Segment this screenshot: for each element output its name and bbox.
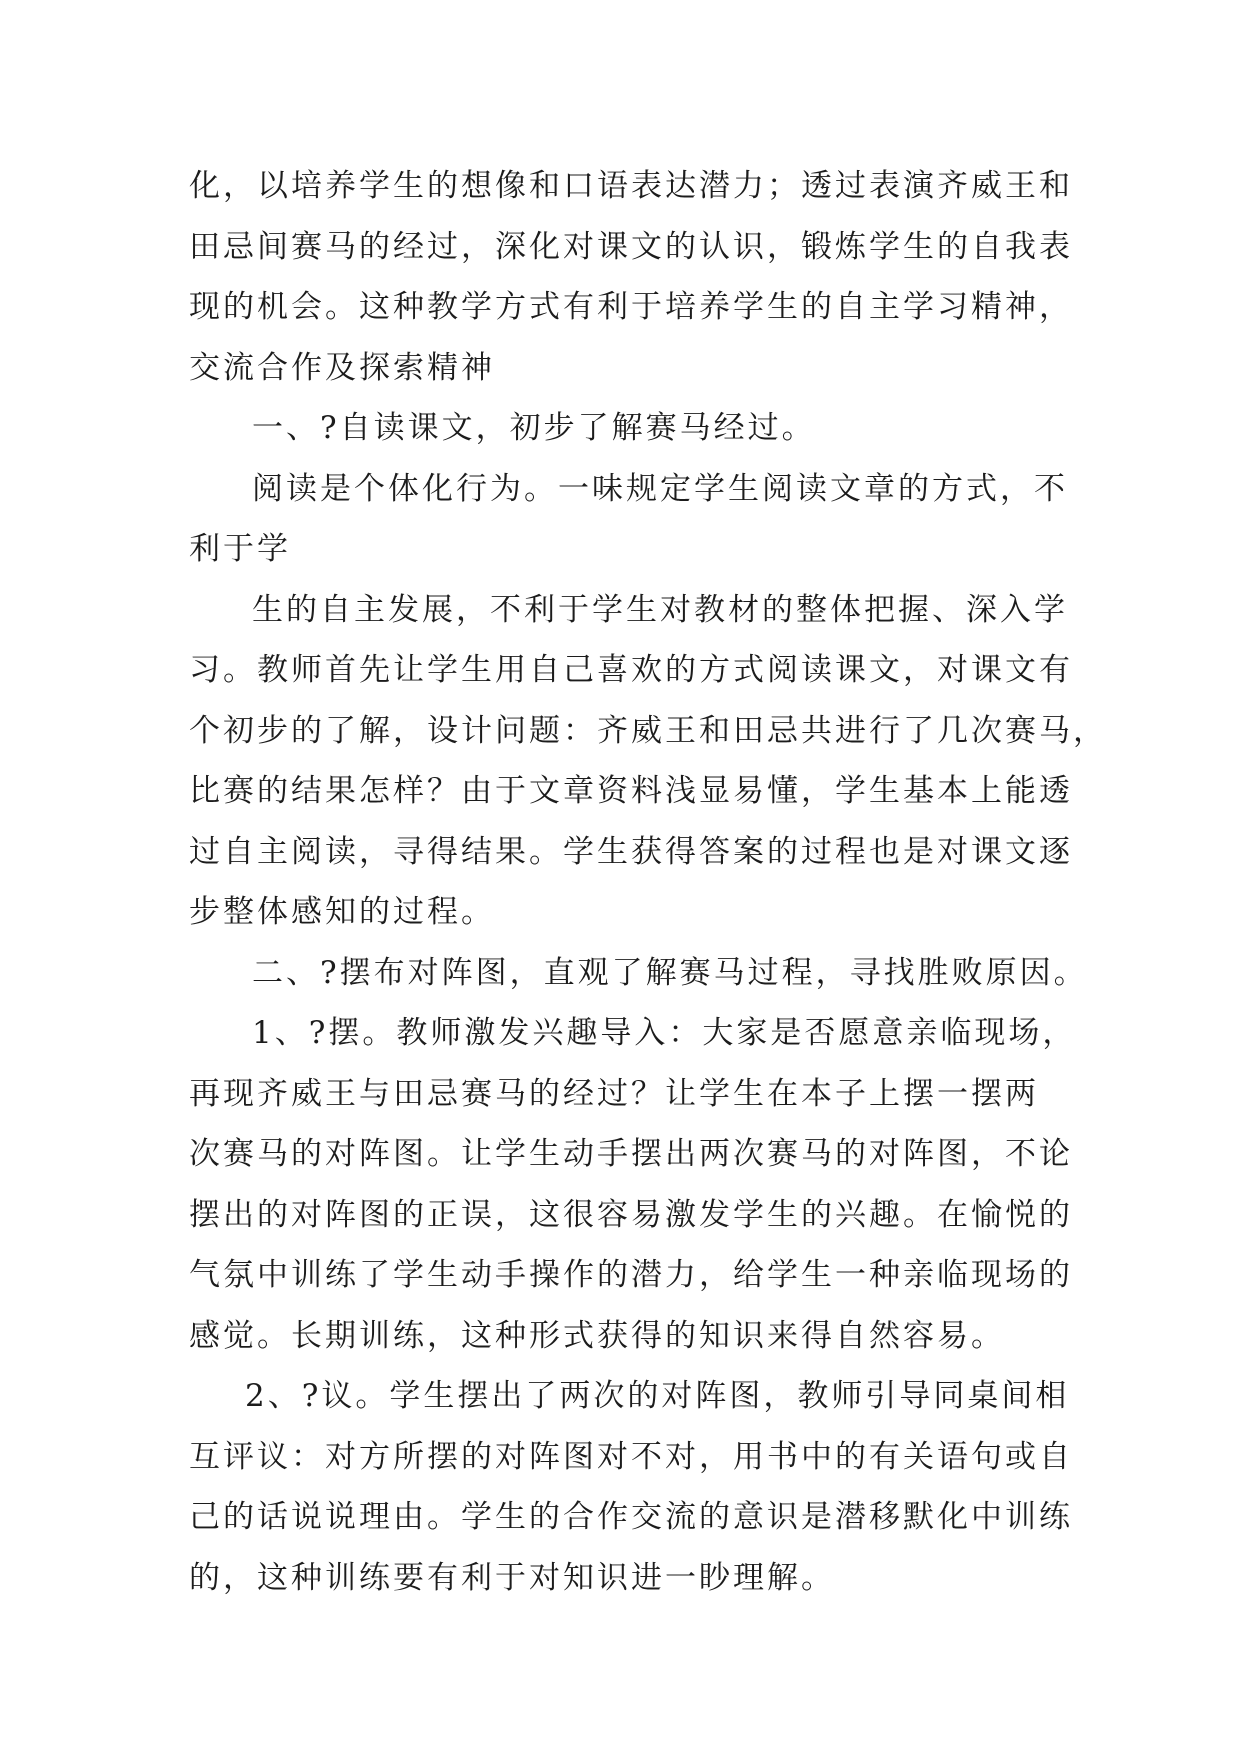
text-line: 阅读是个体化行为。一味规定学生阅读文章的方式，不 — [252, 470, 1068, 507]
text-line: 个初步的了解，设计问题：齐威王和田忌共进行了几次赛马， — [189, 712, 1107, 749]
text-line: 气氛中训练了学生动手操作的潜力，给学生一种亲临现场的 — [189, 1257, 1073, 1293]
text-line: 1、?摆。教师激发兴趣导入：大家是否愿意亲临现场， — [252, 1015, 1077, 1051]
text-line: 化，以培养学生的想像和口语表达潜力；透过表演齐威王和 — [189, 168, 1073, 204]
text-line: 田忌间赛马的经过，深化对课文的认识，锻炼学生的自我表 — [189, 228, 1073, 265]
text-line: 摆出的对阵图的正误，这很容易激发学生的兴趣。在愉悦的 — [189, 1196, 1073, 1233]
text-line: 己的话说说理由。学生的合作交流的意识是潜移默化中训练 — [189, 1499, 1073, 1535]
text-line: 步整体感知的过程。 — [189, 894, 495, 930]
text-line: 次赛马的对阵图。让学生动手摆出两次赛马的对阵图，不论 — [189, 1136, 1073, 1172]
text-line: 交流合作及探索精神 — [189, 349, 495, 386]
text-line: 习。教师首先让学生用自己喜欢的方式阅读课文，对课文有 — [189, 652, 1073, 688]
section-heading: 一、?自读课文，初步了解赛马经过。 — [252, 410, 816, 446]
text-line: 的，这种训练要有利于对知识进一眇理解。 — [189, 1559, 835, 1596]
text-line: 2、?议。学生摆出了两次的对阵图，教师引导同桌间相 — [245, 1378, 1070, 1414]
text-line: 利于学 — [189, 531, 291, 567]
text-line: 感觉。长期训练，这种形式获得的知识来得自然容易。 — [189, 1317, 1005, 1354]
section-heading: 二、?摆布对阵图，直观了解赛马过程，寻找胜败原因。 — [252, 954, 1088, 991]
body-text — [189, 156, 1107, 1608]
text-line: 再现齐威王与田忌赛马的经过？让学生在本子上摆一摆两 — [189, 1075, 1039, 1112]
text-line: 生的自主发展，不利于学生对教材的整体把握、深入学 — [252, 591, 1068, 628]
text-line: 互评议：对方所摆的对阵图对不对，用书中的有关语句或自 — [189, 1438, 1073, 1475]
text-line: 比赛的结果怎样？由于文章资料浅显易懂，学生基本上能透 — [189, 773, 1073, 809]
text-line: 现的机会。这种教学方式有利于培养学生的自主学习精神， — [189, 289, 1073, 325]
text-line: 过自主阅读，寻得结果。学生获得答案的过程也是对课文逐 — [189, 833, 1073, 870]
